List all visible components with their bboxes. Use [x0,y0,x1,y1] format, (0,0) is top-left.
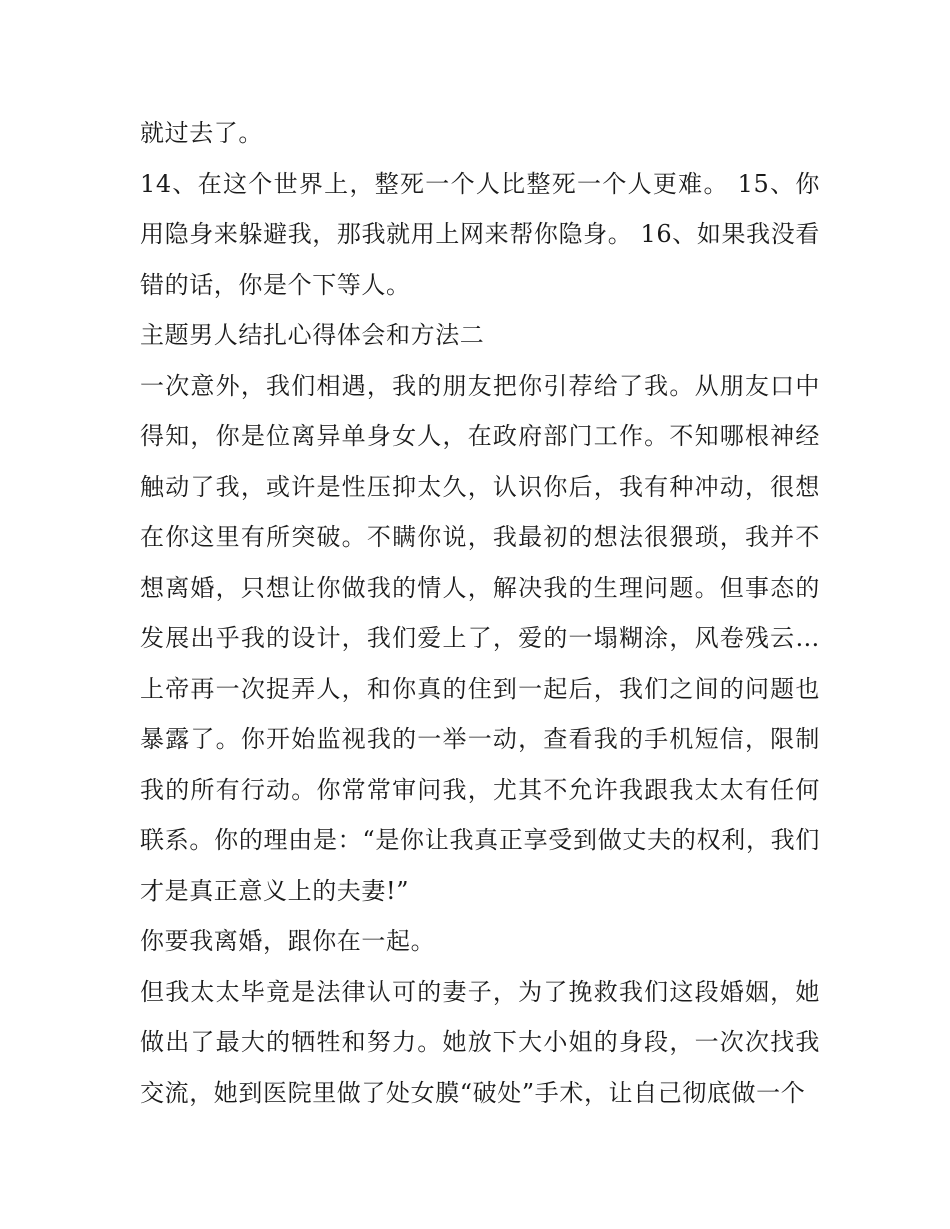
paragraph-quotes-14-16: 14、在这个世界上，整死一个人比整死一个人更难。 15、你用隐身来躲避我，那我就用上网来帮你隐身。 16、如果我没看错的话，你是个下等人。 [140,169,820,299]
paragraph-divorce: 你要我离婚，跟你在一起。 [140,927,436,955]
section-heading: 主题男人结扎心得体会和方法二 [140,321,485,349]
body-text [140,108,820,1118]
paragraph-wife: 但我太太毕竟是法律认可的妻子，为了挽救我们这段婚姻，她做出了最大的牺牲和努力。她放下大小姐的身段，一次次找我交流，她到医院里做了处女膜“破处”手术，让自己彻底做一个 [140,977,820,1107]
paragraph-story: 一次意外，我们相遇，我的朋友把你引荐给了我。从朋友口中得知，你是位离异单身女人，在政府部门工作。不知哪根神经触动了我，或许是性压抑太久，认识你后，我有种冲动，很想在你这里有所突破。不瞒你说，我最初的想法很猥琐，我并不想离婚，只想让你做我的情人，解决我的生理问题。但事态的发展出乎我的设计，我们爱上了，爱的一塌糊涂，风卷残云…上帝再一次捉弄人，和你真的住到一起后，我们之间的问题也暴露了。你开始监视我的一举一动，查看我的手机短信，限制我的所有行动。你常常审问我，尤其不允许我跟我太太有任何联系。你的理由是：“是你让我真正享受到做丈夫的权利，我们才是真正意义上的夫妻!” [140,371,820,905]
paragraph-continuation: 就过去了。 [140,119,263,147]
